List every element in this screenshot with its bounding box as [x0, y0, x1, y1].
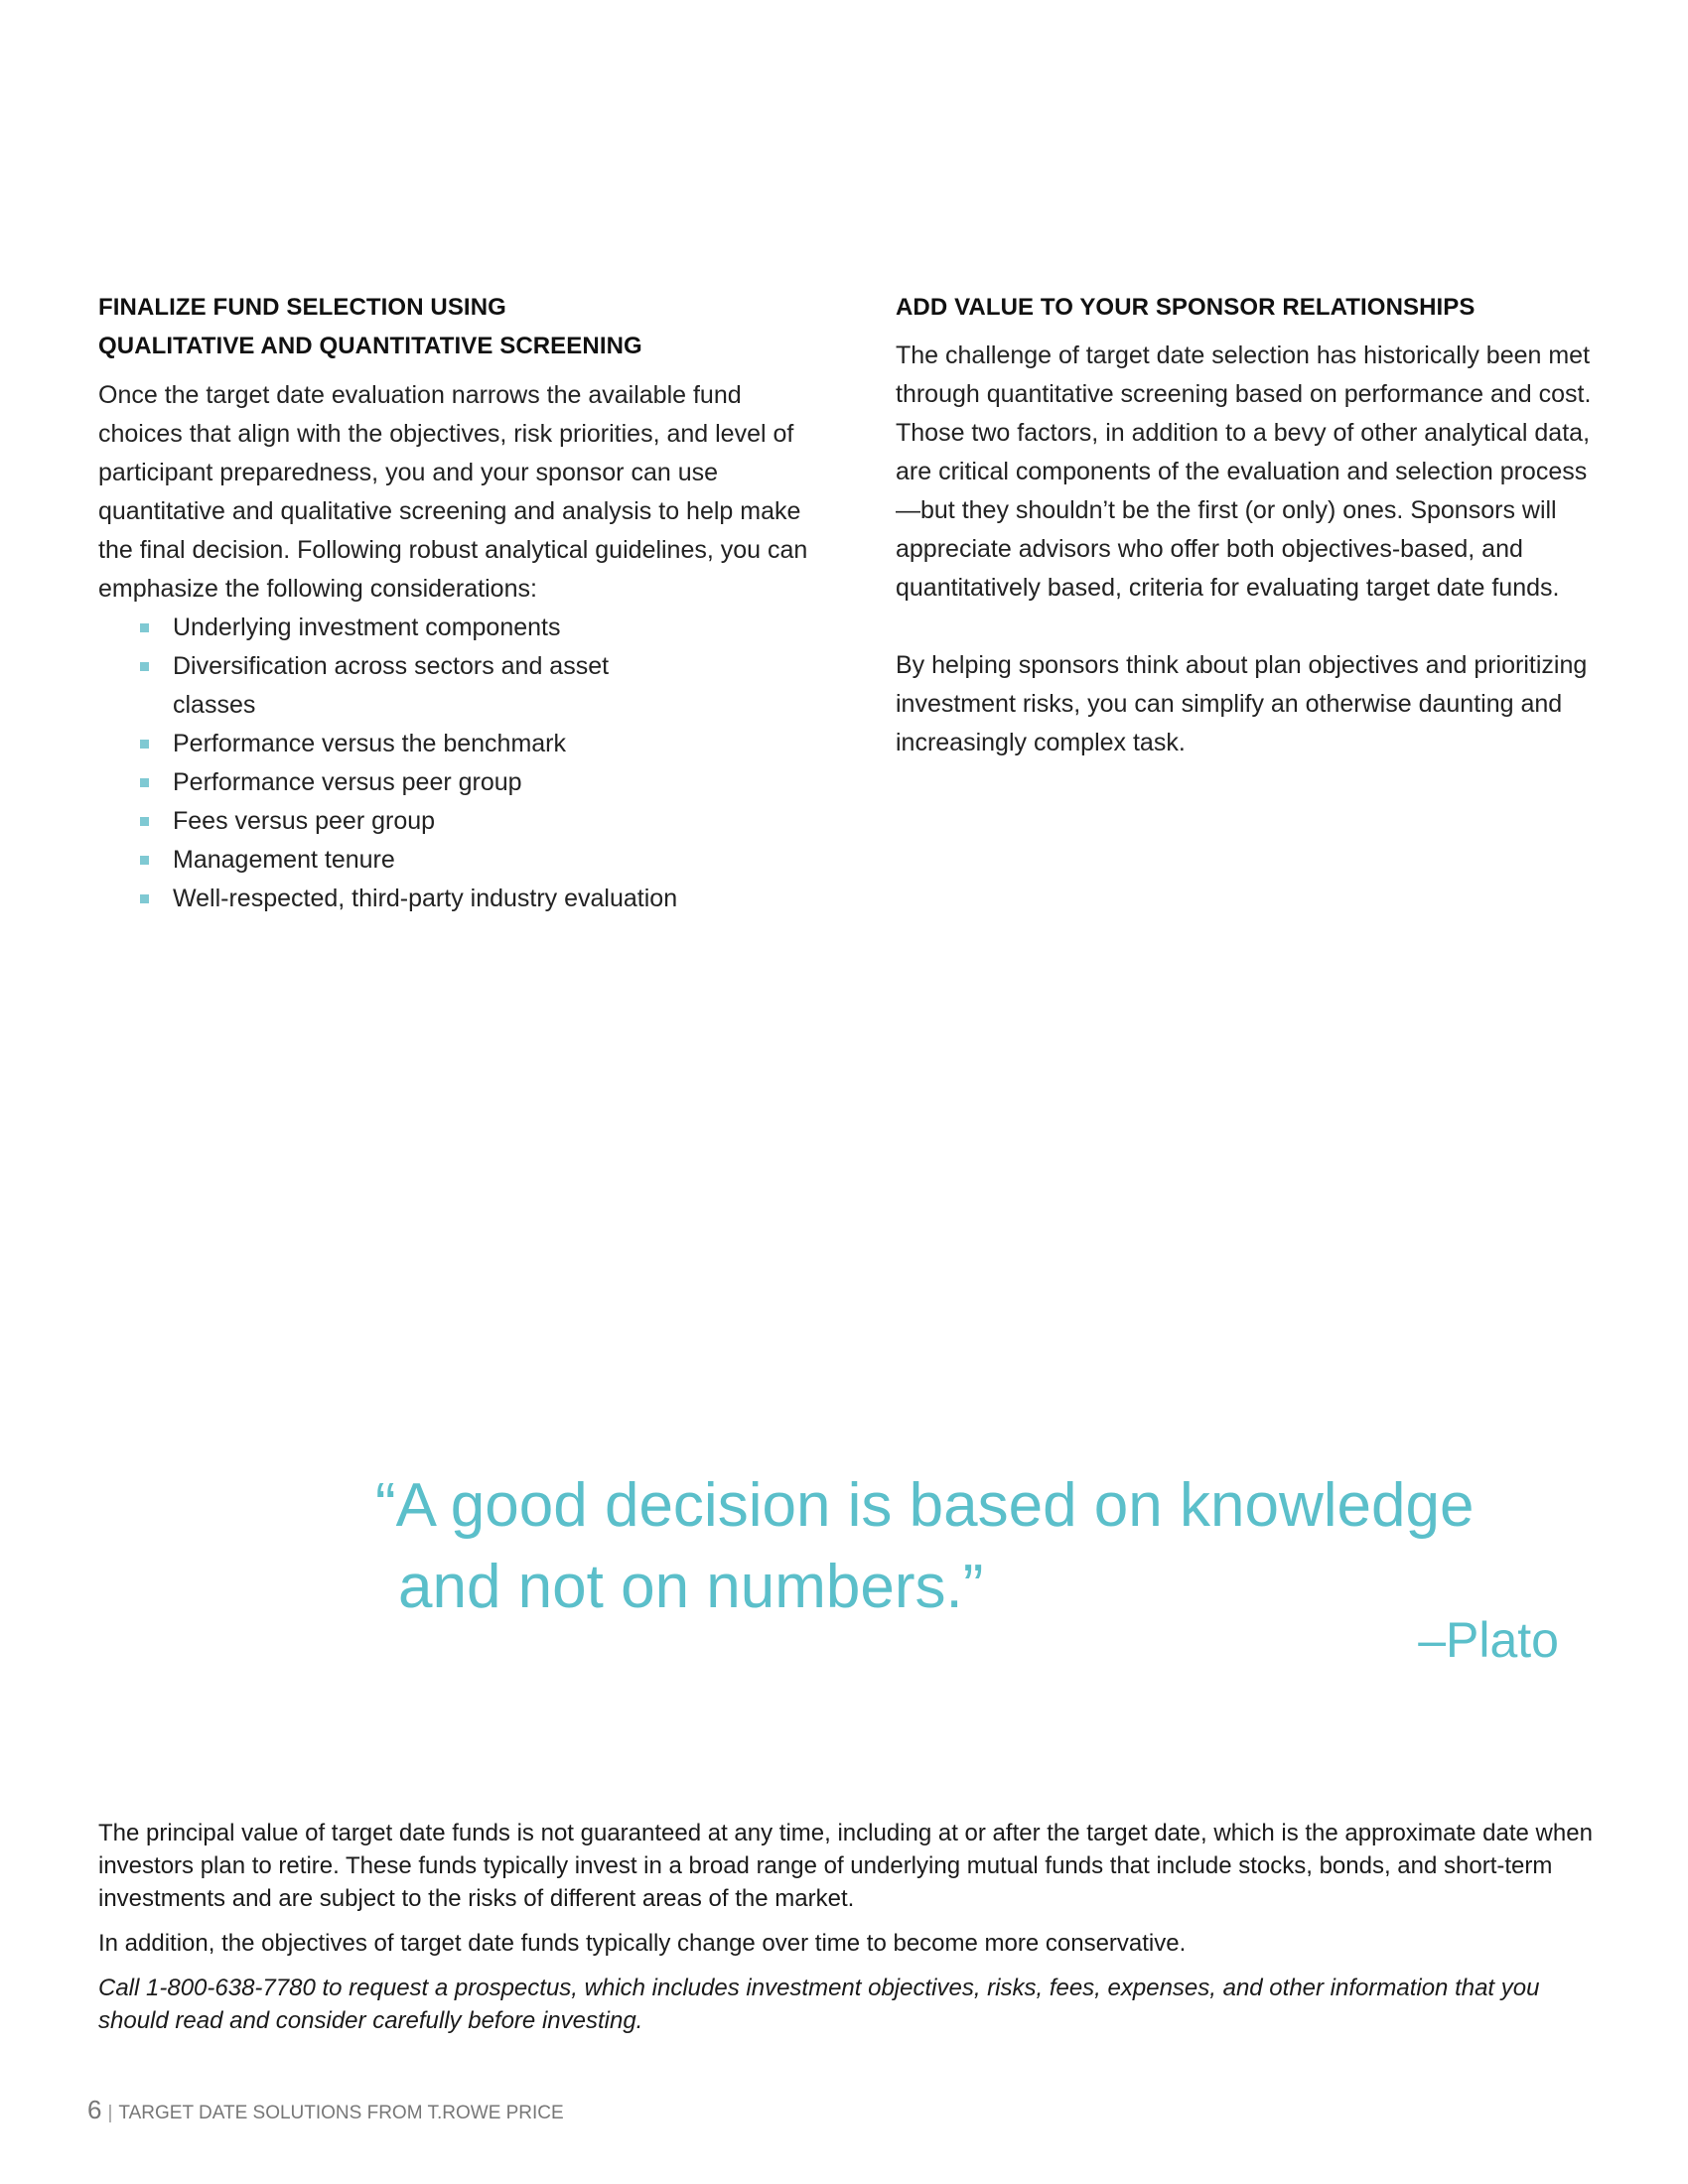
list-item	[98, 725, 679, 763]
pull-quote	[375, 1465, 1567, 1628]
page-footer	[87, 2095, 564, 2125]
footer-title: TARGET DATE SOLUTIONS FROM T.ROWE PRICE	[118, 2103, 564, 2123]
footer-separator: |	[107, 2103, 113, 2123]
disclaimer-paragraph-1: The principal value of target date funds is not guaranteed at any time, including at or after the target date, which is the approximate date when investors plan to retire. These funds typically invest in a broad range of underlying mutual funds that include stocks, bonds, and short-term investments and are subject to the risks of different areas of the market.	[98, 1820, 1593, 1912]
list-item	[98, 609, 679, 647]
square-bullet-icon	[140, 740, 149, 749]
left-intro-paragraph: Once the target date evaluation narrows the available fund choices that align with the objectives, risk priorities, and level of participant preparedness, you and your sponsor can use quantitative and qualitative screening and analysis to help make the final decision. Following robust analytical guidelines, you can emphasize the following considerations:	[98, 381, 808, 603]
quote-attribution: –Plato	[1418, 1612, 1559, 1668]
list-item-text: Management tenure	[173, 846, 395, 874]
square-bullet-icon	[140, 894, 149, 903]
square-bullet-icon	[140, 662, 149, 671]
right-paragraph-2: By helping sponsors think about plan objectives and prioritizing investment risks, you can simplify an otherwise daunting and increasingly complex task.	[896, 651, 1588, 756]
left-column	[98, 288, 813, 918]
right-section-heading: ADD VALUE TO YOUR SPONSOR RELATIONSHIPS	[896, 294, 1476, 321]
square-bullet-icon	[140, 623, 149, 632]
left-heading-line-1: FINALIZE FUND SELECTION USING	[98, 294, 506, 321]
list-item-text: Performance versus peer group	[173, 768, 522, 796]
list-item	[98, 880, 679, 918]
considerations-list	[98, 609, 813, 918]
list-item	[98, 647, 679, 725]
right-paragraph-1: The challenge of target date selection has historically been met through quantitative screening based on performance and cost. Those two factors, in addition to a bevy of other analytical data, are critical components of the evaluation and selection process—but they shouldn’t be the first (or only) ones. Sponsors will appreciate advisors who offer both objectives-based, and quantitatively based, criteria for evaluating target date funds.	[896, 341, 1592, 602]
square-bullet-icon	[140, 817, 149, 826]
list-item	[98, 841, 679, 880]
list-item-text: Underlying investment components	[173, 614, 561, 641]
list-item	[98, 763, 679, 802]
prospectus-notice: Call 1-800-638-7780 to request a prospectus, which includes investment objectives, risks, fees, expenses, and other information that you should read and consider carefully before investing.	[98, 1975, 1540, 2034]
right-column	[896, 288, 1611, 762]
disclaimer-paragraph-2: In addition, the objectives of target date funds typically change over time to become more conservative.	[98, 1930, 1187, 1957]
pull-quote-line-2: and not on numbers.”	[398, 1553, 984, 1621]
left-heading-line-2: QUALITATIVE AND QUANTITATIVE SCREENING	[98, 333, 642, 359]
list-item	[98, 802, 679, 841]
list-item-text: Performance versus the benchmark	[173, 730, 567, 757]
page-number: 6	[87, 2095, 102, 2124]
square-bullet-icon	[140, 856, 149, 865]
list-item-text: Diversification across sectors and asset classes	[173, 652, 610, 719]
list-item-text: Well-respected, third-party industry evaluation	[173, 885, 678, 912]
left-section-heading	[98, 288, 813, 365]
square-bullet-icon	[140, 778, 149, 787]
disclaimer	[98, 1817, 1608, 2037]
list-item-text: Fees versus peer group	[173, 807, 436, 835]
pull-quote-line-1: “A good decision is based on knowledge	[375, 1471, 1475, 1540]
